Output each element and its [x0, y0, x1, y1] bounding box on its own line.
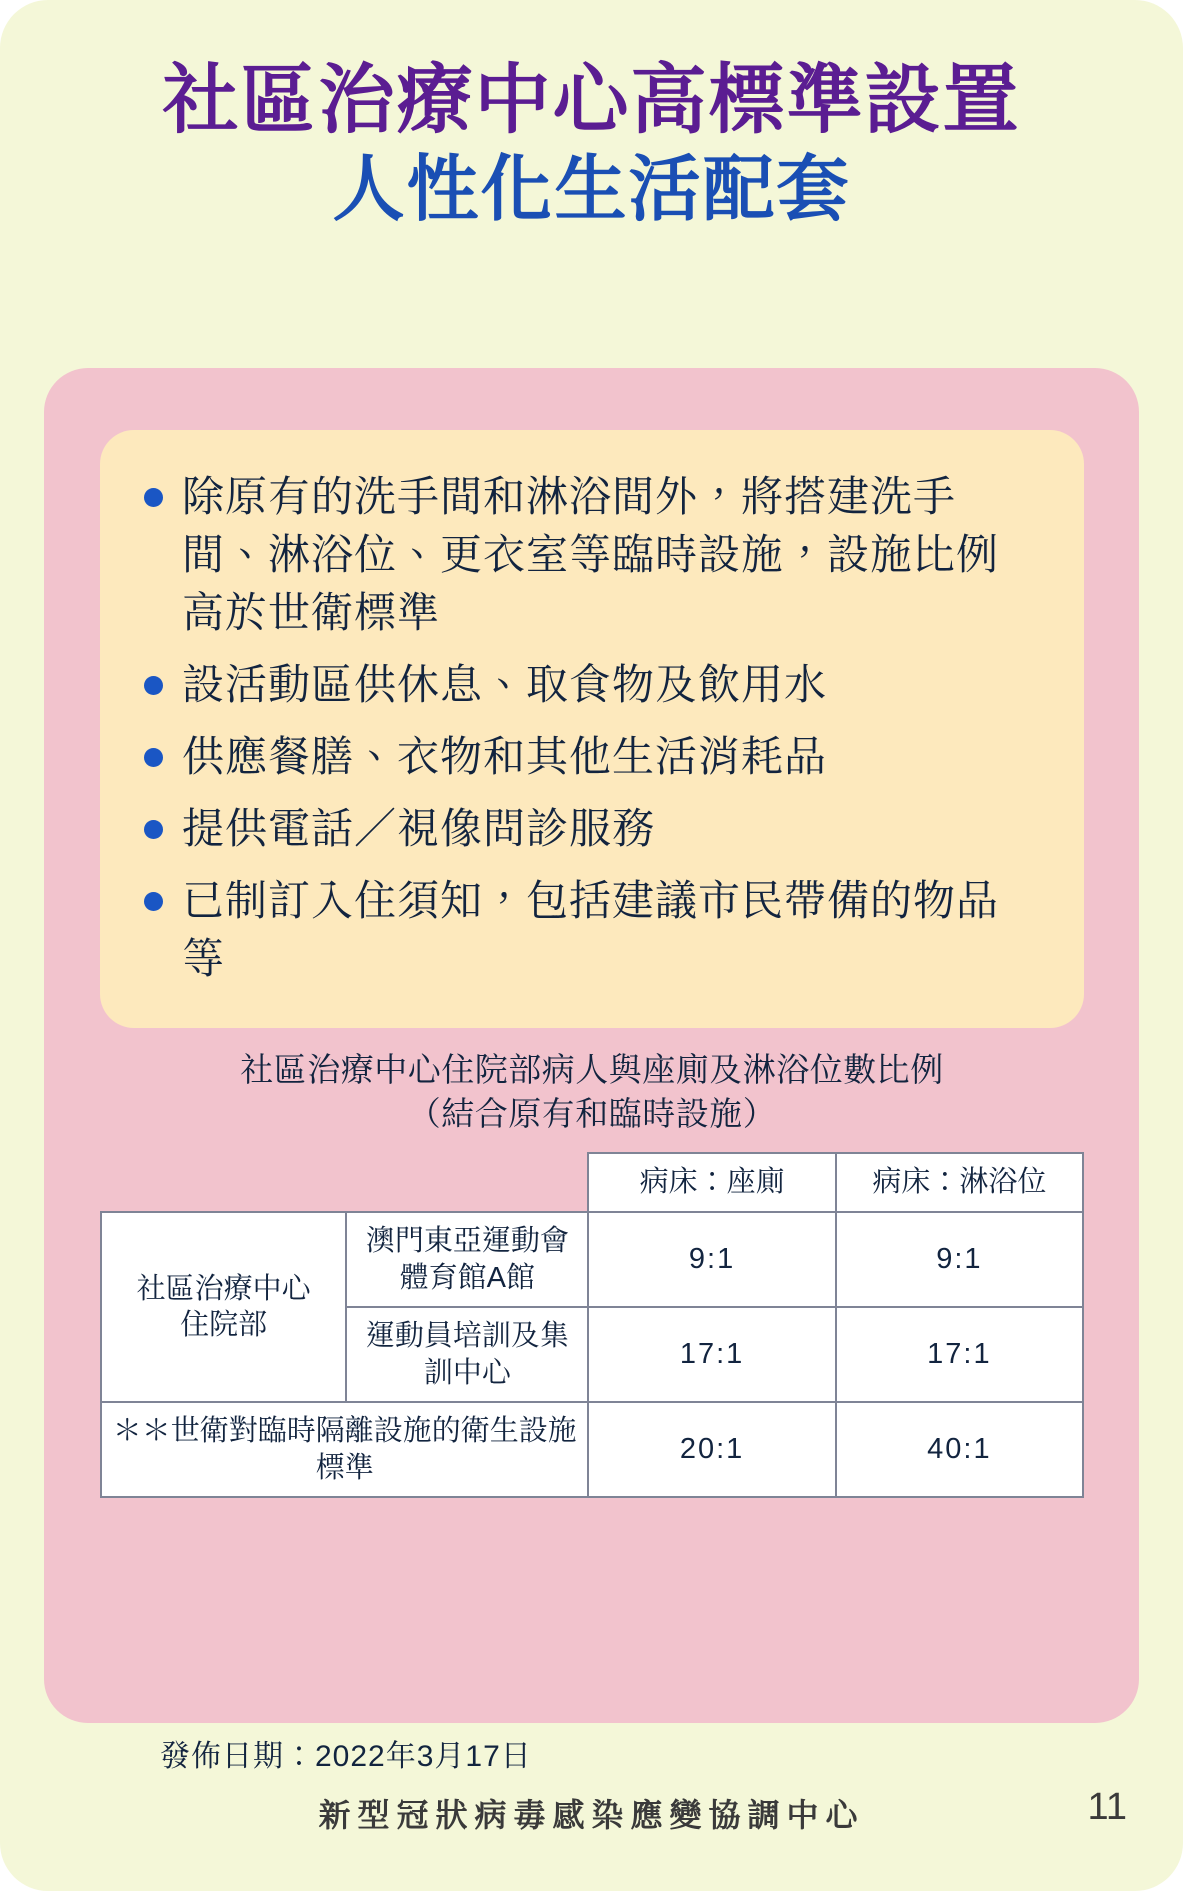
title-line-1: 社區治療中心高標準設置 [162, 58, 1021, 143]
table-caption-line-2: （結合原有和臨時設施） [407, 1095, 777, 1133]
list-item-label: 供應餐膳、衣物和其他生活消耗品 [182, 732, 828, 780]
bullet-dot-icon [144, 892, 163, 911]
list-item [144, 656, 1040, 714]
list-item [144, 872, 1040, 988]
table-corner-cell-2 [346, 1153, 588, 1212]
list-item [144, 728, 1040, 786]
title-line-2: 人性化生活配套 [332, 150, 851, 231]
ratio-table-section [100, 1048, 1084, 1498]
row-facility-name: 澳門東亞運動會體育館A館 [346, 1212, 588, 1307]
list-item-label: 已制訂入住須知，包括建議市民帶備的物品等 [182, 876, 1000, 982]
list-item-label: 提供電話／視像問診服務 [182, 804, 656, 852]
list-item [144, 800, 1040, 858]
bullet-dot-icon [144, 676, 163, 695]
page-number: 11 [1087, 1786, 1127, 1828]
organization-name: 新型冠狀病毒感染應變協調中心 [318, 1797, 865, 1833]
list-item [144, 468, 1040, 642]
bullet-dot-icon [144, 748, 163, 767]
row-group-label-line-2: 住院部 [180, 1309, 268, 1342]
column-header-toilet: 病床：座廁 [588, 1153, 835, 1212]
row-toilet-ratio: 17:1 [588, 1307, 835, 1402]
standard-row-label: ＊＊世衛對臨時隔離設施的衛生設施標準 [101, 1402, 588, 1497]
page-title [0, 0, 1183, 234]
content-card [44, 368, 1139, 1723]
table-corner-cell [101, 1153, 346, 1212]
publish-date: 發佈日期：2022年3月17日 [160, 1740, 532, 1773]
table-row-standard [101, 1402, 1083, 1497]
table-row [101, 1212, 1083, 1307]
table-caption [100, 1048, 1084, 1136]
row-facility-name: 運動員培訓及集訓中心 [346, 1307, 588, 1402]
standard-shower-ratio: 40:1 [836, 1402, 1083, 1497]
list-item-label: 設活動區供休息、取食物及飲用水 [182, 660, 828, 708]
row-group-label [101, 1212, 346, 1402]
bullet-dot-icon [144, 820, 163, 839]
ratio-table [100, 1152, 1084, 1498]
table-caption-line-1: 社區治療中心住院部病人與座廁及淋浴位數比例 [240, 1051, 944, 1088]
bullet-dot-icon [144, 488, 163, 507]
row-shower-ratio: 17:1 [836, 1307, 1083, 1402]
table-header-row [101, 1153, 1083, 1212]
list-item-label: 除原有的洗手間和淋浴間外，將搭建洗手間、淋浴位、更衣室等臨時設施，設施比例高於世衛標準 [182, 473, 1000, 636]
row-toilet-ratio: 9:1 [588, 1212, 835, 1307]
row-shower-ratio: 9:1 [836, 1212, 1083, 1307]
row-group-label-line-1: 社區治療中心 [136, 1272, 311, 1305]
column-header-shower: 病床：淋浴位 [836, 1153, 1083, 1212]
standard-toilet-ratio: 20:1 [588, 1402, 835, 1497]
bullet-list-panel [100, 430, 1084, 1028]
